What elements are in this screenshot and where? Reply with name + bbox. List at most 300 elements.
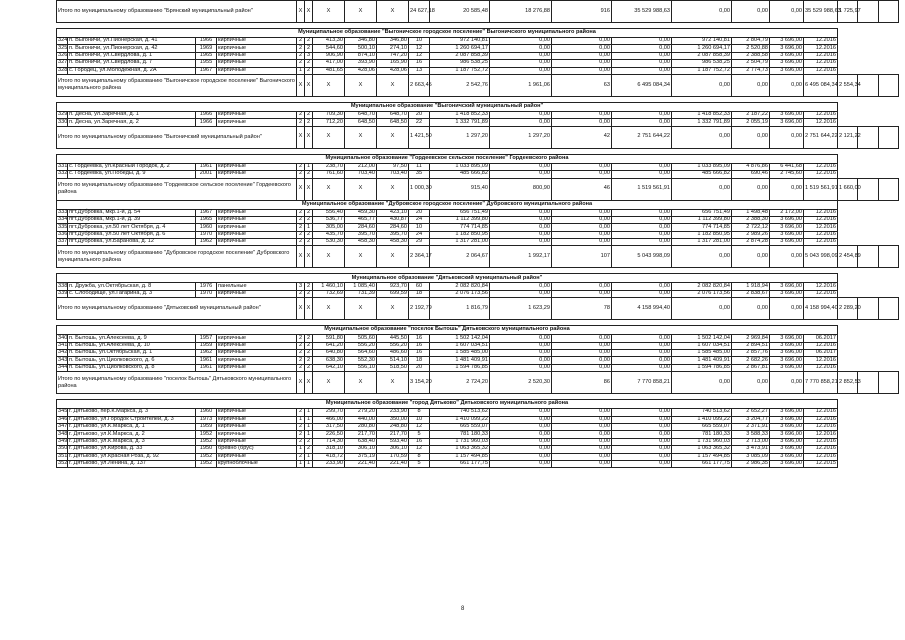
- cell-total-cost: 661 177,75: [430, 460, 490, 467]
- cell-max-unit-cost: 3 696,00: [770, 119, 804, 126]
- cell-total-area: 536,77: [313, 216, 345, 223]
- total-row: [57, 298, 899, 320]
- cell-max-unit-cost: 3 696,00: [770, 239, 804, 246]
- total-residential-area: 1 000,30: [409, 178, 430, 200]
- cell-wall-material: кирпичные: [217, 453, 297, 460]
- cell-row-number: 336: [58, 230, 68, 237]
- cell-entrances: 2: [305, 171, 313, 178]
- cell-fund-share: 0,00: [490, 209, 552, 216]
- cell-residents: 10: [409, 224, 430, 231]
- cell-row-number: 350: [58, 445, 68, 452]
- table-row: [57, 409, 899, 416]
- cell-total-area: 712,20: [313, 119, 345, 126]
- cell-unit-cost: 2 804,79: [732, 38, 770, 45]
- cell-row-number: 348: [58, 430, 68, 437]
- cell-owners-share: 1 502 142,04: [672, 335, 732, 342]
- total-living-area: X: [377, 178, 409, 200]
- cell-unit-cost: 2 187,22: [732, 111, 770, 118]
- cell-planned-date: 12.2016: [804, 409, 838, 416]
- cell-max-unit-cost: 3 696,00: [770, 335, 804, 342]
- cell-unit-cost: 2 520,88: [732, 45, 770, 52]
- cell-year-built: 1966: [196, 38, 217, 45]
- total-residents: 20 585,48: [430, 1, 490, 23]
- cell-wall-material: кирпичные: [217, 423, 297, 430]
- cell-address: п. Бытошь, ул.Циолковского, д. 6: [68, 357, 196, 364]
- cell-row-number: 343: [58, 356, 68, 363]
- total-floors: X: [305, 246, 313, 268]
- total-residents: 2 542,76: [430, 74, 490, 96]
- cell-unit-cost: 2 388,30: [732, 216, 770, 223]
- cell-address: г. Дятьково, пер.К.Маркса, д. 3: [68, 409, 196, 416]
- cell-residential-area: 248,80: [377, 423, 409, 430]
- cell-owners-share: 1 418 852,33: [672, 111, 732, 118]
- cell-region-share: 0,00: [552, 423, 612, 430]
- total-undefined: [878, 178, 898, 200]
- cell-row-number: 340: [58, 334, 68, 341]
- cell-residents: 12: [409, 446, 430, 453]
- total-label: Итого по муниципальному образованию "Выгоничский муниципальный район": [57, 126, 297, 148]
- cell-entrances: 3: [305, 52, 313, 59]
- total-region-share: 1 519 561,91: [612, 178, 672, 200]
- cell-unit-cost: 1 498,48: [732, 209, 770, 216]
- cell-unit-cost: 2 504,79: [732, 60, 770, 67]
- cell-fund-share: 0,00: [490, 350, 552, 357]
- total-owners-share: 0,00: [732, 126, 770, 148]
- cell-row-number: 328: [58, 66, 68, 73]
- cell-max-unit-cost: 3 696,00: [770, 45, 804, 52]
- cell-living-area: 284,60: [345, 224, 377, 231]
- cell-local-share: 0,00: [612, 224, 672, 231]
- total-living-area: X: [377, 372, 409, 394]
- cell-wall-material: кирпичные: [217, 335, 297, 342]
- cell-total-cost: 774 714,85: [430, 224, 490, 231]
- cell-row-number: 344: [58, 364, 68, 371]
- total-unit-cost: 0,00: [770, 1, 804, 23]
- cell-residents: 20: [409, 364, 430, 371]
- cell-living-area: 459,30: [345, 209, 377, 216]
- total-residential-area: 2 192,79: [409, 298, 430, 320]
- cell-unit-cost: 2 867,81: [732, 364, 770, 371]
- total-row: [57, 246, 899, 268]
- cell-floors: 2: [297, 423, 305, 430]
- cell-region-share: 0,00: [552, 438, 612, 445]
- cell-residents: 18: [409, 290, 430, 297]
- cell-owners-share: 2 082 820,84: [672, 283, 732, 290]
- total-local-share: 0,00: [672, 246, 732, 268]
- cell-region-share: 0,00: [552, 67, 612, 74]
- total-wall-material: X: [297, 1, 305, 23]
- cell-max-unit-cost: 3 696,00: [770, 290, 804, 297]
- total-fund-share: 63: [552, 74, 612, 96]
- cell-total-area: 318,10: [313, 446, 345, 453]
- cell-fund-share: 0,00: [490, 290, 552, 297]
- cell-planned-date: 12.2016: [804, 231, 838, 238]
- cell-region-share: 0,00: [552, 431, 612, 438]
- total-entrances: X: [313, 372, 345, 394]
- cell-address: п. Бытошь, ул.Алексеева, д. 10: [68, 342, 196, 349]
- cell-floors: 1: [297, 460, 305, 467]
- total-max-unit-cost: 2 751 644,22: [804, 126, 838, 148]
- cell-max-unit-cost: 3 696,00: [770, 453, 804, 460]
- cell-address: п. Бытошь, ул.Октябрьская, д. 1: [68, 350, 196, 357]
- cell-address: п. Выгоничи, ул.Пионерская, д. 41: [68, 38, 196, 45]
- cell-floors: 2: [297, 290, 305, 297]
- cell-floors: 2: [297, 60, 305, 67]
- cell-living-area: 346,80: [345, 38, 377, 45]
- total-wall-material: X: [297, 372, 305, 394]
- cell-unit-cost: 690,46: [732, 171, 770, 178]
- cell-unit-cost: 2 371,91: [732, 423, 770, 430]
- cell-planned-date: 12.2016: [804, 357, 838, 364]
- cell-residential-area: 233,90: [377, 409, 409, 416]
- cell-region-share: 0,00: [552, 224, 612, 231]
- cell-total-cost: 1 260 694,17: [430, 45, 490, 52]
- total-undefined: [878, 246, 898, 268]
- cell-living-area: 428,06: [345, 67, 377, 74]
- cell-residents: 29: [409, 239, 430, 246]
- total-max-unit-cost: 35 529 988,63: [804, 1, 838, 23]
- cell-living-area: 306,10: [345, 446, 377, 453]
- total-unit-cost: 0,00: [770, 126, 804, 148]
- cell-living-area: 731,39: [345, 290, 377, 297]
- cell-total-cost: 1 481 409,91: [430, 357, 490, 364]
- cell-total-area: 732,69: [313, 290, 345, 297]
- cell-total-area: 233,90: [313, 460, 345, 467]
- cell-total-area: 317,50: [313, 423, 345, 430]
- cell-region-share: 0,00: [552, 60, 612, 67]
- total-local-share: 0,00: [672, 126, 732, 148]
- cell-floors: 2: [297, 239, 305, 246]
- cell-total-cost: 485 666,82: [430, 171, 490, 178]
- total-owners-share: 0,00: [732, 178, 770, 200]
- cell-max-unit-cost: 3 696,00: [770, 438, 804, 445]
- cell-entrances: 2: [305, 357, 313, 364]
- total-living-area: X: [377, 246, 409, 268]
- cell-owners-share: 656 751,49: [672, 209, 732, 216]
- cell-address: г. Дятьково, ул.Красная Роза, д. 92: [68, 453, 196, 460]
- total-row: [57, 1, 899, 23]
- total-total-area: X: [345, 246, 377, 268]
- cell-total-area: 714,30: [313, 438, 345, 445]
- total-planned-date: 2 121,22: [838, 126, 858, 148]
- cell-total-cost: 740 513,62: [430, 409, 490, 416]
- cell-living-area: 280,80: [345, 423, 377, 430]
- cell-year-built: 1960: [196, 224, 217, 231]
- cell-planned-date: 12.2016: [804, 290, 838, 297]
- cell-region-share: 0,00: [552, 111, 612, 118]
- cell-owners-share: 972 140,81: [672, 38, 732, 45]
- cell-entrances: 2: [305, 446, 313, 453]
- table-row: [57, 216, 899, 223]
- cell-residential-area: 306,10: [377, 446, 409, 453]
- cell-total-cost: 1 157 494,85: [430, 453, 490, 460]
- cell-floors: 2: [297, 111, 305, 118]
- cell-floors: 2: [297, 209, 305, 216]
- cell-address: г. Дятьково, ул.Кирова, д. 33: [68, 446, 196, 453]
- cell-total-area: 642,10: [313, 364, 345, 371]
- cell-wall-material: кирпичные: [217, 45, 297, 52]
- total-owners-share: 0,00: [732, 1, 770, 23]
- cell-total-area: 544,60: [313, 45, 345, 52]
- cell-residents: 8: [409, 453, 430, 460]
- cell-unit-cost: 1 918,94: [732, 283, 770, 290]
- cell-living-area: 556,20: [345, 342, 377, 349]
- cell-year-built: 1952: [196, 431, 217, 438]
- cell-local-share: 0,00: [612, 290, 672, 297]
- cell-region-share: 0,00: [552, 416, 612, 423]
- cell-residential-area: 221,40: [377, 460, 409, 467]
- cell-floors: 3: [297, 283, 305, 290]
- cell-local-share: 0,00: [612, 111, 672, 118]
- cell-region-share: 0,00: [552, 364, 612, 371]
- cell-wall-material: кирпичные: [217, 438, 297, 445]
- cell-fund-share: 0,00: [490, 460, 552, 467]
- cell-wall-material: кирпичные: [217, 67, 297, 74]
- cell-wall-material: панельные: [217, 283, 297, 290]
- cell-fund-share: 0,00: [490, 67, 552, 74]
- cell-planned-date: 12.2016: [804, 216, 838, 223]
- cell-floors: 2: [297, 45, 305, 52]
- cell-total-cost: 1 594 786,85: [430, 364, 490, 371]
- table-row: [57, 239, 899, 246]
- section-title: Муниципальное образование "Дятьковский муниципальный район": [57, 274, 838, 283]
- cell-region-share: 0,00: [552, 453, 612, 460]
- cell-max-unit-cost: 2 172,00: [770, 209, 804, 216]
- section-title: Муниципальное образование "Выгоничское городское поселение" Выгоничского муниципального района: [57, 29, 838, 38]
- cell-residents: 16: [409, 60, 430, 67]
- cell-owners-share: 1 607 034,51: [672, 342, 732, 349]
- cell-floors: 2: [297, 38, 305, 45]
- cell-unit-cost: 2 874,28: [732, 239, 770, 246]
- cell-wall-material: кирпичные: [217, 231, 297, 238]
- cell-floors: 2: [297, 335, 305, 342]
- cell-unit-cost: 2 857,76: [732, 350, 770, 357]
- cell-planned-date: 06.2017: [804, 335, 838, 342]
- cell-year-built: 1973: [196, 416, 217, 423]
- total-total-cost: 1 297,20: [490, 126, 552, 148]
- cell-total-cost: 1 187 752,72: [430, 67, 490, 74]
- cell-local-share: 0,00: [612, 38, 672, 45]
- total-undefined: [878, 1, 898, 23]
- total-owners-share: 0,00: [732, 246, 770, 268]
- cell-owners-share: 1 187 752,72: [672, 67, 732, 74]
- cell-entrances: 2: [305, 45, 313, 52]
- total-unit-cost: 0,00: [770, 74, 804, 96]
- cell-row-number: 339: [58, 290, 68, 297]
- table-row: [57, 446, 899, 453]
- cell-address: г. Дятьково, ул.К.Маркса, д. 3: [68, 438, 196, 445]
- cell-living-area: 393,90: [345, 60, 377, 67]
- cell-total-cost: 1 418 852,33: [430, 111, 490, 118]
- cell-unit-cost: 3 085,09: [732, 453, 770, 460]
- cell-total-area: 591,80: [313, 335, 345, 342]
- cell-unit-cost: 2 055,19: [732, 119, 770, 126]
- cell-fund-share: 0,00: [490, 416, 552, 423]
- total-planned-date: 2 852,53: [838, 372, 858, 394]
- cell-wall-material: кирпичные: [217, 119, 297, 126]
- cell-residents: 12: [409, 45, 430, 52]
- cell-owners-share: 1 033 895,09: [672, 163, 732, 170]
- section-header-row: [57, 29, 899, 38]
- cell-planned-date: 12.2016: [804, 171, 838, 178]
- cell-floors: 2: [297, 119, 305, 126]
- cell-region-share: 0,00: [552, 216, 612, 223]
- cell-residential-area: 97,50: [377, 163, 409, 170]
- cell-owners-share: 740 513,62: [672, 409, 732, 416]
- cell-entrances: 2: [305, 335, 313, 342]
- total-fund-share: 78: [552, 298, 612, 320]
- cell-wall-material: кирпичные: [217, 409, 297, 416]
- cell-living-area: 500,10: [345, 45, 377, 52]
- cell-residential-area: 747,20: [377, 52, 409, 59]
- cell-address: с. Городец, ул.Молодежная, д. 2А: [68, 67, 196, 74]
- cell-unit-cost: 2 986,35: [732, 460, 770, 467]
- total-label: Итого по муниципальному образованию "Дятьковский муниципальный район": [57, 298, 297, 320]
- total-floors: X: [305, 74, 313, 96]
- cell-living-area: 648,70: [345, 111, 377, 118]
- cell-local-share: 0,00: [612, 416, 672, 423]
- cell-fund-share: 0,00: [490, 438, 552, 445]
- cell-fund-share: 0,00: [490, 216, 552, 223]
- total-floors: X: [305, 298, 313, 320]
- cell-address: пгт.Дубровка, мкр.1-й, д. 54: [68, 209, 196, 216]
- cell-max-unit-cost: 3 696,00: [770, 38, 804, 45]
- cell-total-cost: 1 112 399,80: [430, 216, 490, 223]
- cell-owners-share: 1 157 494,85: [672, 453, 732, 460]
- cell-year-built: 1965: [196, 52, 217, 59]
- cell-entrances: 1: [305, 453, 313, 460]
- cell-year-built: 1960: [196, 409, 217, 416]
- total-owners-share: 0,00: [732, 372, 770, 394]
- total-floors: X: [305, 126, 313, 148]
- cell-residents: 16: [409, 438, 430, 445]
- total-undefined: [858, 298, 878, 320]
- total-total-area: X: [345, 372, 377, 394]
- cell-entrances: 2: [305, 438, 313, 445]
- section-header-row: [57, 326, 899, 335]
- cell-owners-share: 774 714,85: [672, 224, 732, 231]
- cell-floors: 2: [297, 171, 305, 178]
- cell-row-number: 329: [58, 111, 68, 118]
- cell-row-number: 333: [58, 208, 68, 215]
- cell-residential-area: 428,06: [377, 67, 409, 74]
- total-wall-material: X: [297, 126, 305, 148]
- cell-residents: 11: [409, 163, 430, 170]
- cell-row-number: 332: [58, 170, 68, 177]
- cell-row-number: 347: [58, 423, 68, 430]
- cell-address: п. Выгоничи, ул.Свердлова, д. 7: [68, 60, 196, 67]
- total-planned-date: 1 660,00: [838, 178, 858, 200]
- cell-residents: 20: [409, 111, 430, 118]
- cell-address: пгт.Дубровка, ул.50 лет Октября, д. 4: [68, 224, 196, 231]
- cell-local-share: 0,00: [612, 45, 672, 52]
- cell-residents: 12: [409, 52, 430, 59]
- cell-max-unit-cost: 3 696,00: [770, 60, 804, 67]
- cell-total-cost: 986 538,25: [430, 60, 490, 67]
- total-local-share: 0,00: [672, 1, 732, 23]
- section-header-row: [57, 400, 899, 409]
- cell-address: г. Дятьково, ул.К.Маркса, д. 1: [68, 423, 196, 430]
- total-row: [57, 126, 899, 148]
- cell-planned-date: 12.2016: [804, 283, 838, 290]
- cell-planned-date: 12.2016: [804, 416, 838, 423]
- cell-total-area: 299,70: [313, 409, 345, 416]
- cell-address: п. Дружба, ул.Октябрьская, д. 8: [68, 283, 196, 290]
- cell-owners-share: 1 182 850,95: [672, 231, 732, 238]
- cell-total-area: 413,30: [313, 38, 345, 45]
- cell-total-area: 305,00: [313, 224, 345, 231]
- cell-wall-material: кирпичные: [217, 350, 297, 357]
- cell-unit-cost: 2 774,73: [732, 67, 770, 74]
- cell-planned-date: 12.2016: [804, 239, 838, 246]
- cell-row-number: 326: [58, 52, 68, 59]
- cell-residents: 5: [409, 431, 430, 438]
- cell-floors: 2: [297, 453, 305, 460]
- cell-local-share: 0,00: [612, 453, 672, 460]
- cell-fund-share: 0,00: [490, 38, 552, 45]
- cell-max-unit-cost: 3 696,00: [770, 431, 804, 438]
- cell-residential-area: 923,70: [377, 283, 409, 290]
- total-residents: 2 064,67: [430, 246, 490, 268]
- cell-residential-area: 217,70: [377, 431, 409, 438]
- cell-total-cost: 2 087 858,39: [430, 52, 490, 59]
- cell-residents: 18: [409, 357, 430, 364]
- cell-total-cost: 656 751,49: [430, 209, 490, 216]
- cell-fund-share: 0,00: [490, 239, 552, 246]
- cell-entrances: 2: [305, 283, 313, 290]
- cell-planned-date: 12.2015: [804, 460, 838, 467]
- table-row: [57, 350, 899, 357]
- total-living-area: X: [377, 126, 409, 148]
- table-row: [57, 423, 899, 430]
- cell-fund-share: 0,00: [490, 431, 552, 438]
- total-region-share: 4 158 994,40: [612, 298, 672, 320]
- total-region-share: 7 770 858,21: [612, 372, 672, 394]
- cell-living-area: 375,19: [345, 453, 377, 460]
- cell-entrances: 2: [305, 216, 313, 223]
- cell-year-built: 1967: [196, 67, 217, 74]
- cell-residents: 35: [409, 171, 430, 178]
- cell-living-area: 217,70: [345, 431, 377, 438]
- cell-year-built: 1961: [196, 357, 217, 364]
- cell-entrances: 1: [305, 163, 313, 170]
- cell-unit-cost: 3 204,77: [732, 416, 770, 423]
- cell-total-area: 530,30: [313, 239, 345, 246]
- cell-residential-area: 284,60: [377, 224, 409, 231]
- cell-local-share: 0,00: [612, 364, 672, 371]
- cell-floors: 1: [297, 67, 305, 74]
- cell-residential-area: 648,50: [377, 119, 409, 126]
- cell-max-unit-cost: 3 696,00: [770, 342, 804, 349]
- cell-year-built: 1965: [196, 216, 217, 223]
- total-undefined: [858, 178, 878, 200]
- cell-total-area: 641,20: [313, 342, 345, 349]
- cell-owners-share: 1 112 399,80: [672, 216, 732, 223]
- cell-living-area: 638,40: [345, 438, 377, 445]
- cell-wall-material: кирпичные: [217, 171, 297, 178]
- cell-fund-share: 0,00: [490, 60, 552, 67]
- cell-region-share: 0,00: [552, 231, 612, 238]
- cell-floors: 2: [297, 364, 305, 371]
- cell-total-cost: 1 332 791,89: [430, 119, 490, 126]
- cell-owners-share: 986 538,25: [672, 60, 732, 67]
- cell-floors: 2: [297, 216, 305, 223]
- cell-max-unit-cost: 3 696,00: [770, 350, 804, 357]
- total-total-area: X: [345, 74, 377, 96]
- cell-planned-date: 12.2016: [804, 446, 838, 453]
- total-unit-cost: 0,00: [770, 298, 804, 320]
- cell-total-cost: 1 502 142,04: [430, 335, 490, 342]
